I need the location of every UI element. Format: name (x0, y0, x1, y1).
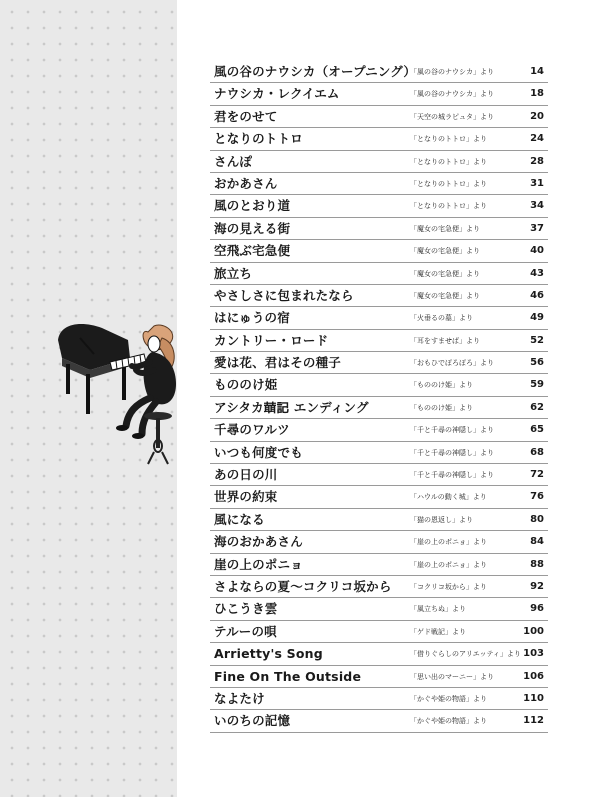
song-title: 海の見える街 (214, 220, 291, 236)
song-title: はにゅうの宿 (214, 310, 290, 326)
toc-row (210, 240, 548, 262)
toc-row (210, 643, 548, 665)
song-source: 「もののけ姫」より (410, 403, 473, 412)
song-source: 「千と千尋の神隠し」より (410, 448, 494, 457)
song-source: 「おもひでぽろぽろ」より (410, 359, 494, 368)
page-number: 68 (530, 446, 544, 458)
page-number: 62 (530, 401, 544, 413)
toc-row (210, 442, 548, 464)
page-number: 43 (530, 267, 544, 279)
page-number: 24 (530, 133, 544, 145)
page-number: 76 (530, 491, 544, 503)
toc-row (210, 151, 548, 173)
page-number: 72 (530, 469, 544, 481)
page-number: 20 (530, 110, 544, 122)
song-title: テルーの唄 (214, 623, 277, 639)
song-title: やさしさに包まれたなら (214, 287, 354, 303)
song-title: さんぽ (214, 153, 253, 169)
song-source: 「火垂るの墓」より (410, 314, 473, 323)
page-number: 106 (523, 670, 544, 682)
song-title: 風の谷のナウシカ（オープニング） (214, 64, 417, 79)
page-number: 56 (530, 357, 544, 369)
song-title: 世界の約束 (214, 489, 278, 505)
song-title: 崖の上のポニョ (214, 556, 303, 572)
song-title: 君をのせて (214, 108, 278, 124)
song-title: 愛は花、君はその種子 (214, 355, 342, 371)
page-number: 84 (530, 536, 544, 548)
toc-row (210, 688, 548, 710)
page-number: 112 (523, 715, 544, 727)
song-title: さよならの夏〜コクリコ坂から (214, 578, 392, 594)
page-number: 52 (530, 334, 544, 346)
page-number: 59 (530, 379, 544, 391)
toc-row (210, 419, 548, 441)
song-source: 「風の谷のナウシカ」より (410, 68, 494, 76)
toc-row (210, 195, 548, 217)
song-source: 「魔女の宅急便」より (410, 247, 480, 256)
toc-row (210, 374, 548, 396)
page-number: 18 (530, 88, 544, 100)
song-title: 空飛ぶ宅急便 (214, 243, 291, 259)
page-number: 46 (530, 289, 544, 301)
song-title: もののけ姫 (214, 377, 278, 393)
song-title: あの日の川 (214, 467, 278, 483)
page-number: 88 (530, 558, 544, 570)
song-source: 「かぐや姫の物語」より (410, 694, 487, 703)
toc-row (210, 509, 548, 531)
page-number: 110 (523, 692, 544, 704)
song-source: 「魔女の宅急便」より (410, 224, 480, 233)
toc-row (210, 128, 548, 150)
song-source: 「となりのトトロ」より (410, 202, 487, 211)
toc-row (210, 710, 548, 732)
page-number: 96 (530, 603, 544, 615)
song-title: おかあさん (214, 175, 278, 191)
song-title: 風のとおり道 (214, 198, 291, 214)
page-number: 34 (530, 200, 544, 212)
page-number: 14 (530, 66, 544, 77)
song-title: 千尋のワルツ (214, 422, 290, 438)
song-source: 「風立ちぬ」より (410, 605, 466, 614)
toc-row (210, 531, 548, 553)
song-title: いのちの記憶 (214, 713, 291, 729)
page-number: 100 (523, 625, 544, 637)
song-title: ひこうき雲 (214, 601, 278, 617)
song-title: アシタカ𦻙記 エンディング (214, 399, 369, 415)
song-source: 「ゲド戦記」より (410, 627, 466, 636)
toc-row (210, 173, 548, 195)
toc-row (210, 83, 548, 105)
song-title: ナウシカ・レクイエム (214, 86, 340, 102)
toc-row (210, 352, 548, 374)
toc-row (210, 307, 548, 329)
page-number: 40 (530, 245, 544, 257)
song-source: 「天空の城ラピュタ」より (410, 112, 494, 121)
toc-row (210, 218, 548, 240)
toc-row (210, 330, 548, 352)
song-source: 「となりのトトロ」より (410, 157, 487, 166)
song-source: 「魔女の宅急便」より (410, 269, 480, 278)
toc-row (210, 666, 548, 688)
toc-row (210, 285, 548, 307)
song-title: カントリー・ロード (214, 332, 329, 348)
toc-row (210, 621, 548, 643)
song-title: となりのトトロ (214, 131, 303, 147)
song-source: 「かぐや姫の物語」より (410, 717, 487, 726)
song-source: 「千と千尋の神隠し」より (410, 471, 494, 480)
page-number: 80 (530, 513, 544, 525)
table-of-contents (210, 61, 548, 733)
song-source: 「崖の上のポニョ」より (410, 538, 487, 547)
toc-row (210, 486, 548, 508)
toc-row (210, 576, 548, 598)
page-number: 92 (530, 580, 544, 592)
song-title: なよたけ (214, 690, 265, 706)
song-title: 海のおかあさん (214, 534, 303, 550)
song-title: Fine On The Outside (214, 668, 362, 684)
toc-row (210, 61, 548, 83)
song-source: 「もののけ姫」より (410, 381, 473, 390)
song-source: 「崖の上のポニョ」より (410, 560, 487, 569)
page-number: 31 (530, 177, 544, 189)
song-source: 「コクリコ坂から」より (410, 582, 487, 591)
song-source: 「借りぐらしのアリエッティ」より (410, 650, 521, 659)
page-number: 37 (530, 222, 544, 234)
page-number: 65 (530, 424, 544, 436)
song-title: 風になる (214, 511, 265, 527)
page-number: 49 (530, 312, 544, 324)
toc-row (210, 598, 548, 620)
song-source: 「千と千尋の神隠し」より (410, 426, 494, 435)
song-source: 「魔女の宅急便」より (410, 291, 480, 300)
toc-row (210, 554, 548, 576)
toc-row (210, 106, 548, 128)
song-title: いつも何度でも (214, 444, 303, 460)
toc-row (210, 464, 548, 486)
pianist-illustration (50, 318, 192, 468)
song-title: 旅立ち (214, 265, 253, 281)
song-source: 「耳をすませば」より (410, 336, 480, 345)
page-number: 28 (530, 155, 544, 167)
song-source: 「猫の恩返し」より (410, 515, 473, 524)
song-source: 「風の谷のナウシカ」より (410, 90, 494, 99)
song-source: 「思い出のマーニー」より (410, 672, 494, 681)
song-title: Arrietty's Song (214, 646, 323, 662)
song-source: 「ハウルの動く城」より (410, 493, 487, 502)
song-source: 「となりのトトロ」より (410, 179, 487, 188)
page-number: 103 (523, 648, 544, 660)
toc-row (210, 397, 548, 419)
song-source: 「となりのトトロ」より (410, 135, 487, 144)
toc-row (210, 263, 548, 285)
